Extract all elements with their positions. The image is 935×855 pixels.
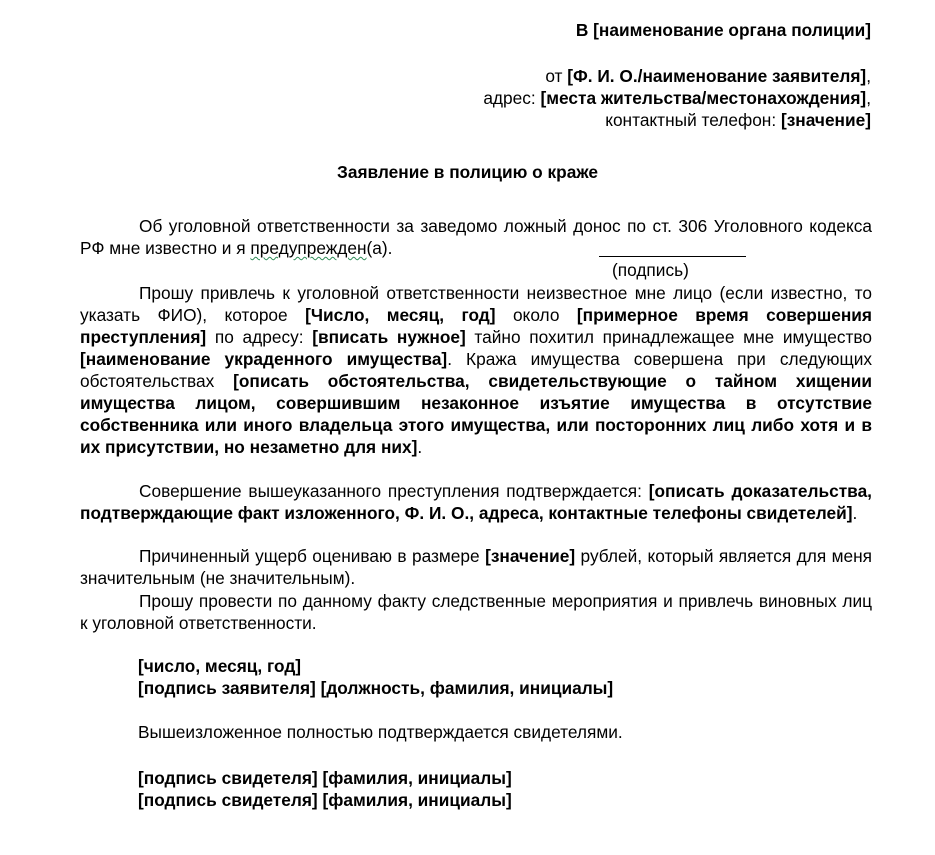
phone-field: [значение] [780,110,871,130]
address-field: [места жительства/местонахождения] [540,88,867,108]
signer-line [138,677,613,699]
signature-date-field: [число, месяц, год] [138,656,302,676]
evidence-text-2: . [852,503,858,523]
request-text-6: . [417,437,423,457]
recipient-prefix: В [575,20,594,40]
warning-paragraph [80,215,872,259]
date-signature-line [138,655,301,677]
recipient-line [576,19,871,41]
time-field: [примерное время совершения преступления] [80,305,872,347]
evidence-field: [описать доказательства, подтверждающие факт изложенного, Ф. И. О., адреса, контактные телефоны свидетелей] [80,481,872,523]
damage-text-1: Причиненный ущерб оцениваю в размере [139,546,486,566]
signer-field: [подпись заявителя] [должность, фамилия, инициалы] [138,678,614,698]
address-prefix: адрес: [483,88,541,108]
request-text-2: около [495,305,577,325]
recipient-field: [наименование органа полиции] [593,20,871,40]
damage-text-2: рублей, который является для меня значительным (не значительным). [80,546,872,588]
witness-field: [подпись свидетеля] [фамилия, инициалы] [138,768,512,788]
request-text-5: . Кража имущества совершена при следующих обстоятельствах [80,349,872,391]
address-fill-field: [вписать нужное] [312,327,466,347]
address-suffix: , [866,88,871,108]
address-line [483,87,871,109]
evidence-paragraph [80,480,872,524]
investigation-paragraph: Прошу провести по данному факту следственные мероприятия и привлечь виновных лиц к уголовной ответственности. [80,591,872,633]
document-title [0,161,935,183]
phone-line [605,109,871,131]
sender-suffix: , [866,66,871,86]
request-paragraph [80,282,872,458]
property-field: [наименование украденного имущества] [80,349,448,369]
request-text-1: Прошу привлечь к уголовной ответственности неизвестное мне лицо (если известно, то указать ФИО), которое [80,283,872,325]
warning-word: предупрежден [250,238,367,258]
sender-line [545,65,871,87]
witness-field: [подпись свидетеля] [фамилия, инициалы] [138,790,512,810]
circumstances-field: [описать обстоятельства, свидетельствующие о тайном хищении имущества лицом, совершившим незаконное изъятие имущества в отсутствие собственника или иного владельца этого имущества, или посторонних лиц либо хотя и в их присутствии, но незаметно для них] [80,371,872,457]
warning-suffix: (а). [366,238,393,258]
request-text-4: тайно похитил принадлежащее мне имущество [465,327,872,347]
damage-paragraph [80,545,872,589]
signature-label: (подпись) [612,260,689,280]
damage-field: [значение] [485,546,576,566]
evidence-text-1: Совершение вышеуказанного преступления подтверждается: [139,481,649,501]
phone-prefix: контактный телефон: [605,110,781,130]
witness-line [138,789,512,811]
sender-field: [Ф. И. О./наименование заявителя] [567,66,867,86]
witness-line [138,767,512,789]
request-text-3: по адресу: [206,327,313,347]
date-field: [Число, месяц, год] [305,305,496,325]
confirmation-line: Вышеизложенное полностью подтверждается свидетелями. [138,722,623,742]
sender-prefix: от [545,66,568,86]
signature-line [599,256,746,257]
document-title-text: Заявление в полицию о краже [337,162,598,182]
warning-text: Об уголовной ответственности за заведомо ложный донос по ст. 306 Уголовного кодекса РФ мне известно и я [80,216,872,258]
